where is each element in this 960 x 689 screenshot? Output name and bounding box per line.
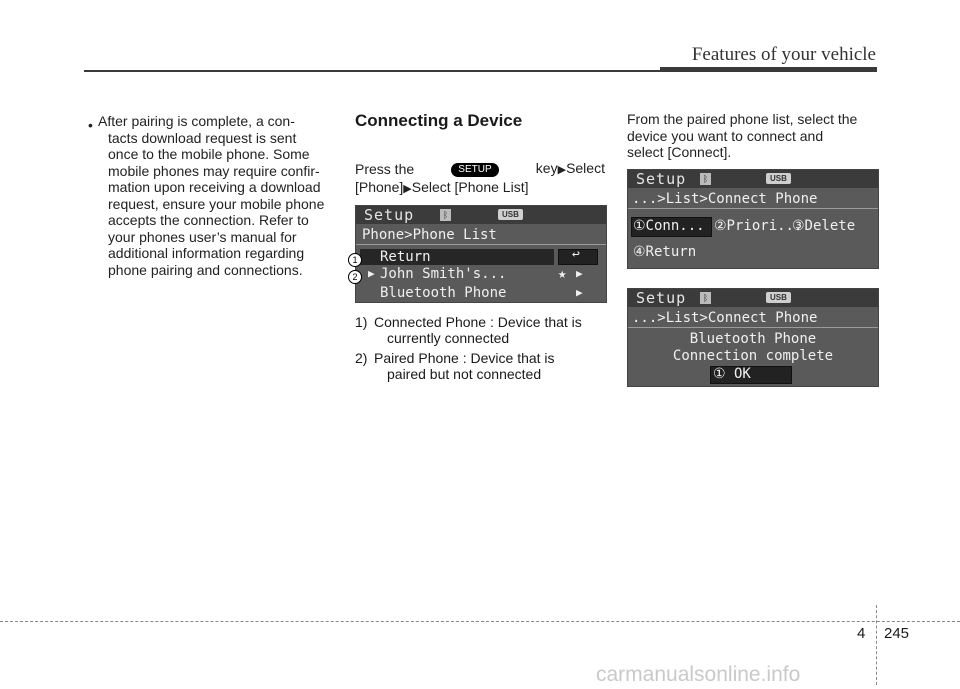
paragraph-line: additional information regarding xyxy=(108,245,305,261)
bullet-marker: • xyxy=(88,117,93,133)
paragraph-line: mobile phones may require confir- xyxy=(108,162,320,179)
callout-marker: 2 xyxy=(348,270,362,284)
instruction-text xyxy=(355,160,605,198)
page-header-title: Features of your vehicle xyxy=(691,44,876,65)
arrow-right-icon: ▶ xyxy=(576,267,583,280)
watermark: carmanualsonline.info xyxy=(596,663,801,686)
list-number: 2) xyxy=(355,350,368,366)
back-arrow-icon: ↩ xyxy=(572,247,580,262)
list-text: currently connected xyxy=(387,330,510,346)
screen-divider xyxy=(356,244,606,245)
page-number: 245 xyxy=(884,625,910,642)
list-text: Paired Phone : Device that is xyxy=(374,350,555,366)
paired-phone-row[interactable]: Bluetooth Phone xyxy=(380,285,507,301)
usb-badge: USB xyxy=(766,292,791,303)
paragraph-line: From the paired phone list, select the xyxy=(627,111,858,127)
connect-button-label: ①Conn... xyxy=(633,218,705,234)
chapter-number: 4 xyxy=(857,625,866,642)
usb-badge: USB xyxy=(766,173,791,184)
arrow-right-icon: ▶ xyxy=(557,164,567,176)
screen-path: ...>List>Connect Phone xyxy=(632,191,818,207)
list-text: Connected Phone : Device that is xyxy=(374,314,582,330)
phone-list-screen xyxy=(355,205,607,303)
connect-instructions xyxy=(627,111,877,161)
connect-menu-screen xyxy=(627,169,879,269)
bluetooth-icon: ᛒ xyxy=(700,292,711,304)
screen-divider xyxy=(628,327,878,328)
screen-path: Phone>Phone List xyxy=(362,227,497,243)
paragraph-line: phone pairing and connections. xyxy=(108,261,303,278)
screen-divider xyxy=(628,208,878,209)
screen-title: Setup xyxy=(636,289,687,307)
delete-button[interactable]: ③Delete xyxy=(792,218,856,234)
header-rule xyxy=(84,70,877,72)
connected-phone-row[interactable]: John Smith's... xyxy=(380,266,507,282)
footer-rule xyxy=(0,621,960,622)
message-line: Bluetooth Phone xyxy=(689,331,817,347)
usb-badge: USB xyxy=(498,209,523,220)
instruction-key: key xyxy=(535,160,558,176)
paragraph-line: request, ensure your mobile phone xyxy=(108,195,325,212)
list-number: 1) xyxy=(355,314,368,330)
paragraph-line: select [Connect]. xyxy=(627,144,732,160)
return-row[interactable]: Return xyxy=(380,249,431,265)
message-line: Connection complete xyxy=(672,348,834,364)
paragraph-line: once to the mobile phone. Some xyxy=(108,146,310,162)
arrow-right-icon: ▶ xyxy=(576,286,583,299)
paragraph-line: device you want to connect and xyxy=(627,127,824,144)
arrow-right-icon: ▶ xyxy=(403,183,412,195)
setup-key-badge: SETUP xyxy=(451,163,498,177)
bluetooth-icon: ᛒ xyxy=(440,209,451,221)
paragraph-line: your phones user’s manual for xyxy=(108,228,297,245)
section-heading: Connecting a Device xyxy=(355,111,523,130)
paragraph-line: tacts download request is sent xyxy=(108,129,297,146)
paragraph-line: mation upon receiving a download xyxy=(108,179,321,195)
arrow-right-icon: ▶ xyxy=(368,267,375,280)
footer-divider xyxy=(876,605,877,685)
instruction-phone: [Phone] xyxy=(355,179,404,195)
list-text: paired but not connected xyxy=(387,366,542,382)
paragraph-line: After pairing is complete, a con- xyxy=(98,113,295,129)
ok-button-label: ① OK xyxy=(713,366,751,382)
screen-title: Setup xyxy=(636,170,687,188)
star-icon: ★ xyxy=(558,266,567,282)
instruction-press: Press the xyxy=(355,161,415,177)
back-button[interactable] xyxy=(558,249,598,265)
list-item xyxy=(355,314,605,346)
bluetooth-icon: ᛒ xyxy=(700,173,711,185)
instruction-phone-list: Select [Phone List] xyxy=(411,179,529,195)
list-item xyxy=(355,350,605,382)
connection-complete-screen xyxy=(627,288,879,387)
screen-title: Setup xyxy=(364,206,415,224)
screen-path: ...>List>Connect Phone xyxy=(632,310,818,326)
paragraph-line: accepts the connection. Refer to xyxy=(108,212,309,228)
instruction-select: Select xyxy=(566,160,605,176)
priority-button[interactable]: ②Priori... xyxy=(714,218,803,234)
pairing-paragraph xyxy=(98,113,334,278)
return-button[interactable]: ④Return xyxy=(633,244,697,260)
callout-marker: 1 xyxy=(348,253,362,267)
